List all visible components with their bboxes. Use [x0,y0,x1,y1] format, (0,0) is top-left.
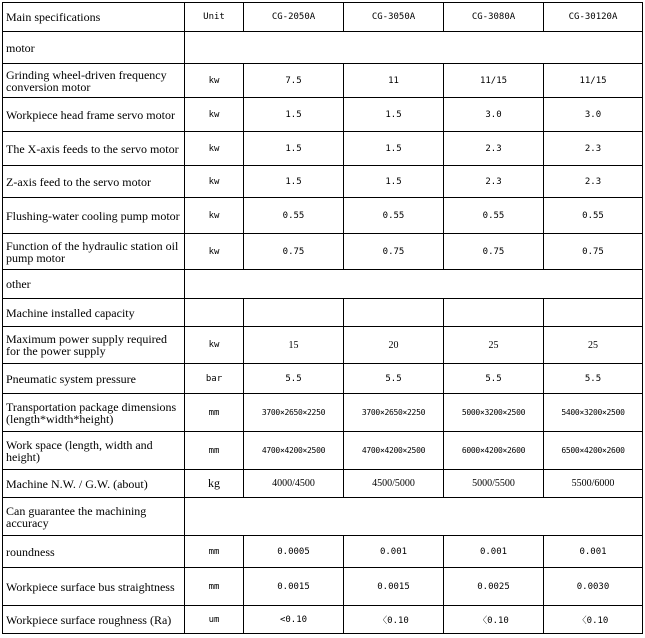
spec-unit: kg [185,470,244,498]
spec-value [244,299,344,327]
spec-value: 11 [344,64,444,98]
spec-value: 0.001 [344,536,444,568]
spec-value: 0.0005 [244,536,344,568]
spec-value: 5.5 [544,364,643,394]
spec-value: 5400×3200×2500 [544,394,643,432]
spec-value [544,299,643,327]
spec-unit: kw [185,234,244,270]
spec-value: 3700×2650×2250 [244,394,344,432]
spec-value: 6500×4200×2600 [544,432,643,470]
spec-value: 0.75 [544,234,643,270]
spec-unit: mm [185,536,244,568]
table-row [3,64,643,98]
table-row [3,98,643,132]
spec-value: 0.0025 [444,568,544,606]
spec-unit: kw [185,64,244,98]
header-unit: Unit [185,3,244,32]
spec-value: 〈0.10 [544,606,643,634]
spec-value: 3.0 [544,98,643,132]
spec-unit: bar [185,364,244,394]
table-header-row [3,3,643,32]
spec-value: 0.75 [244,234,344,270]
spec-name: Workpiece head frame servo motor [3,98,185,132]
spec-unit: mm [185,394,244,432]
table-row [3,198,643,234]
spec-value: 15 [244,327,344,364]
spec-name: The X-axis feeds to the servo motor [3,132,185,166]
spec-value: 3700×2650×2250 [344,394,444,432]
table-row [3,606,643,634]
spec-name: Grinding wheel-driven frequency conversion motor [3,64,185,98]
spec-value: 0.0015 [344,568,444,606]
section-fill [185,498,643,536]
spec-value: 2.3 [444,166,544,198]
spec-value: 20 [344,327,444,364]
spec-unit: um [185,606,244,634]
spec-name: roundness [3,536,185,568]
spec-value: 1.5 [244,98,344,132]
spec-value: 〈0.10 [444,606,544,634]
spec-value: 〈0.10 [344,606,444,634]
spec-value: 0.75 [444,234,544,270]
table-row [3,568,643,606]
header-model: CG-2050A [244,3,344,32]
spec-name: Workpiece surface bus straightness [3,568,185,606]
spec-value: 11/15 [444,64,544,98]
spec-value: 25 [544,327,643,364]
section-row [3,32,643,64]
table-row [3,234,643,270]
spec-value: 5500/6000 [544,470,643,498]
table-row [3,470,643,498]
spec-value: 6000×4200×2600 [444,432,544,470]
spec-unit [185,299,244,327]
spec-value: 0.001 [444,536,544,568]
spec-name: Z-axis feed to the servo motor [3,166,185,198]
header-model: CG-30120A [544,3,643,32]
spec-value: 1.5 [344,98,444,132]
spec-value: 0.0030 [544,568,643,606]
spec-value: 0.55 [544,198,643,234]
section-title: other [3,270,185,299]
spec-name: Work space (length, width and height) [3,432,185,470]
section-title: motor [3,32,185,64]
spec-value: 7.5 [244,64,344,98]
table-row [3,132,643,166]
table-row [3,432,643,470]
spec-value: 0.55 [444,198,544,234]
spec-name: Flushing-water cooling pump motor [3,198,185,234]
table-row [3,364,643,394]
spec-value: <0.10 [244,606,344,634]
header-model: CG-3050A [344,3,444,32]
spec-unit: kw [185,198,244,234]
spec-value: 5.5 [344,364,444,394]
spec-value: 2.3 [444,132,544,166]
spec-name: Maximum power supply required for the power supply [3,327,185,364]
section-title: Can guarantee the machining accuracy [3,498,185,536]
table-row [3,394,643,432]
spec-value: 4700×4200×2500 [344,432,444,470]
spec-value: 0.75 [344,234,444,270]
spec-name: Transportation package dimensions (length*width*height) [3,394,185,432]
spec-value: 25 [444,327,544,364]
spec-value: 1.5 [344,166,444,198]
spec-value: 0.55 [244,198,344,234]
spec-value: 1.5 [244,166,344,198]
spec-value: 1.5 [244,132,344,166]
spec-value: 11/15 [544,64,643,98]
spec-value [344,299,444,327]
spec-value [444,299,544,327]
spec-value: 0.55 [344,198,444,234]
spec-value: 5000/5500 [444,470,544,498]
spec-unit: mm [185,568,244,606]
spec-unit: mm [185,432,244,470]
spec-value: 2.3 [544,166,643,198]
table-row [3,166,643,198]
spec-value: 4700×4200×2500 [244,432,344,470]
specifications-table [2,2,643,634]
spec-value: 3.0 [444,98,544,132]
spec-name: Function of the hydraulic station oil pump motor [3,234,185,270]
spec-value: 5.5 [444,364,544,394]
spec-value: 4000/4500 [244,470,344,498]
spec-name: Machine N.W. / G.W. (about) [3,470,185,498]
spec-value: 5.5 [244,364,344,394]
table-row [3,327,643,364]
header-model: CG-3080A [444,3,544,32]
spec-value: 2.3 [544,132,643,166]
table-row [3,536,643,568]
spec-name: Workpiece surface roughness (Ra) [3,606,185,634]
spec-unit: kw [185,166,244,198]
spec-value: 0.001 [544,536,643,568]
section-fill [185,32,643,64]
section-fill [185,270,643,299]
spec-value: 0.0015 [244,568,344,606]
spec-value: 4500/5000 [344,470,444,498]
spec-unit: kw [185,98,244,132]
table-row [3,299,643,327]
spec-name: Pneumatic system pressure [3,364,185,394]
section-row [3,498,643,536]
section-row [3,270,643,299]
spec-unit: kw [185,132,244,166]
spec-value: 1.5 [344,132,444,166]
spec-unit: kw [185,327,244,364]
spec-value: 5000×3200×2500 [444,394,544,432]
header-title: Main specifications [3,3,185,32]
spec-name: Machine installed capacity [3,299,185,327]
